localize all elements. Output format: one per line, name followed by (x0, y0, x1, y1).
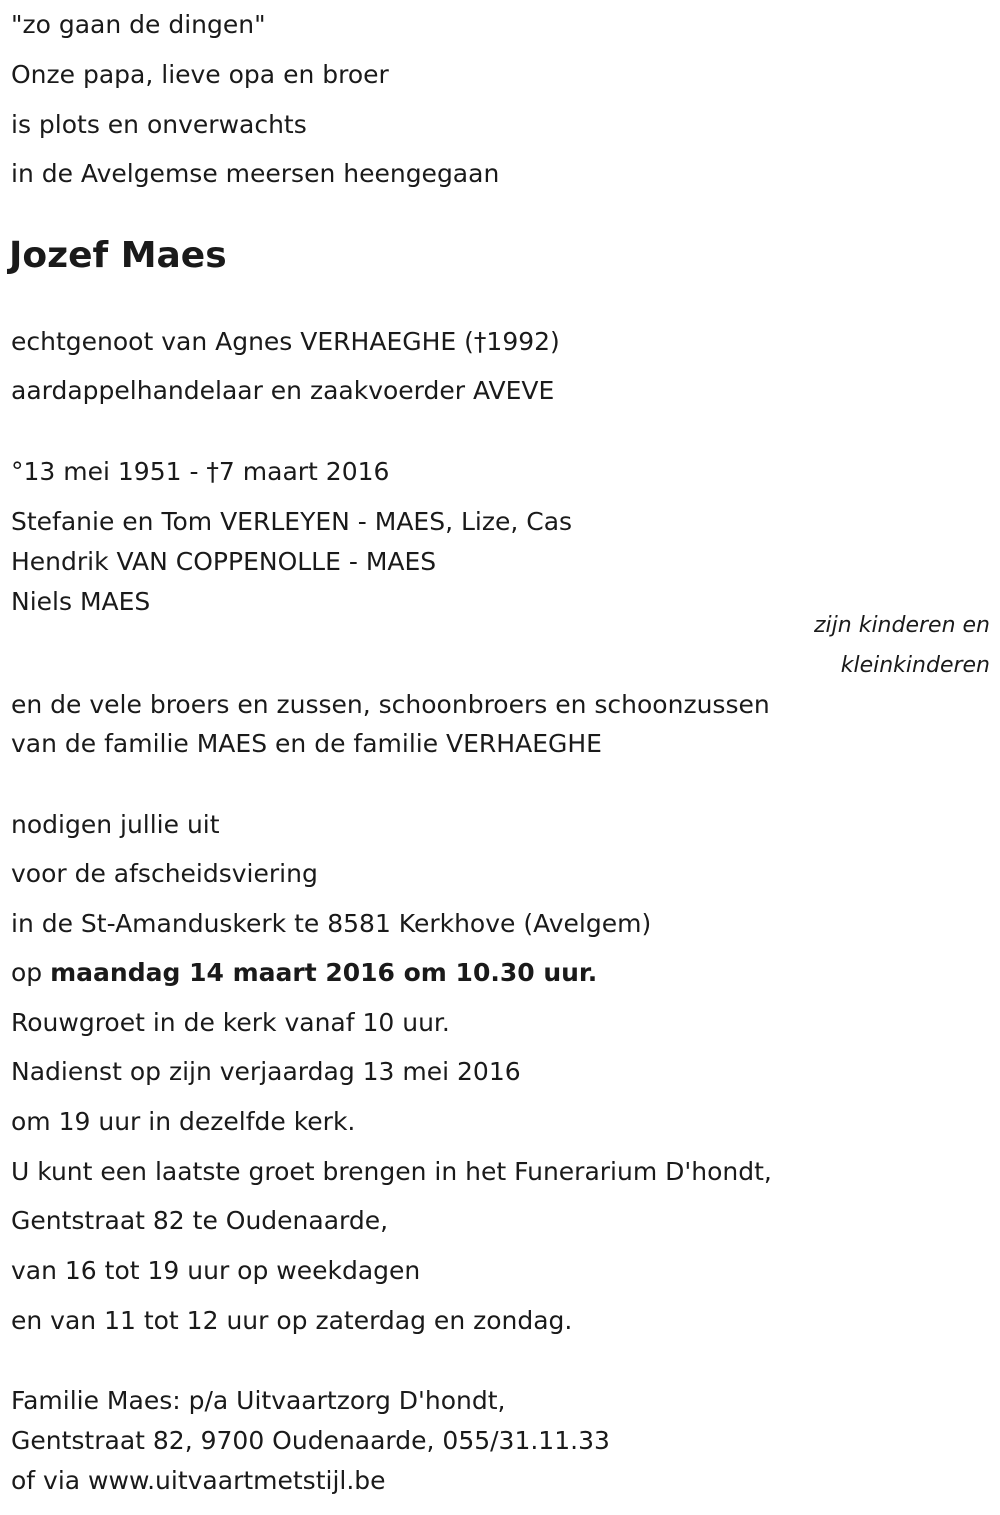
life-dates: °13 mei 1951 - †7 maart 2016 (11, 457, 390, 486)
intro-quote: "zo gaan de dingen" (11, 10, 266, 39)
ceremony-date-prefix: op (11, 958, 51, 987)
children-note: kleinkinderen (840, 653, 990, 678)
intro-line: Onze papa, lieve opa en broer (11, 60, 389, 89)
ceremony-line: nodigen jullie uit (11, 810, 220, 839)
ceremony-line: in de St-Amanduskerk te 8581 Kerkhove (Avelgem) (11, 909, 652, 938)
contact-line: Gentstraat 82, 9700 Oudenaarde, 055/31.11.33 (11, 1426, 610, 1455)
detail-line: U kunt een laatste groet brengen in het Funerarium D'hondt, (11, 1157, 772, 1186)
detail-line: en van 11 tot 12 uur op zaterdag en zondag. (11, 1306, 573, 1335)
detail-line: Gentstraat 82 te Oudenaarde, (11, 1206, 389, 1235)
ceremony-date: maandag 14 maart 2016 om 10.30 uur. (50, 958, 598, 987)
profession-line: aardappelhandelaar en zaakvoerder AVEVE (11, 376, 555, 405)
deceased-name: Jozef Maes (9, 235, 227, 276)
detail-line: van 16 tot 19 uur op weekdagen (11, 1256, 421, 1285)
detail-line: Rouwgroet in de kerk vanaf 10 uur. (11, 1008, 450, 1037)
detail-line: Nadienst op zijn verjaardag 13 mei 2016 (11, 1057, 521, 1086)
contact-website: of via www.uitvaartmetstijl.be (11, 1466, 386, 1495)
children-line: Stefanie en Tom VERLEYEN - MAES, Lize, Cas (11, 507, 573, 536)
intro-line: in de Avelgemse meersen heengegaan (11, 159, 500, 188)
ceremony-date-line (11, 958, 597, 988)
children-line: Hendrik VAN COPPENOLLE - MAES (11, 547, 437, 576)
ceremony-line: voor de afscheidsviering (11, 859, 318, 888)
detail-line: om 19 uur in dezelfde kerk. (11, 1107, 356, 1136)
spouse-line: echtgenoot van Agnes VERHAEGHE (†1992) (11, 327, 560, 356)
children-note: zijn kinderen en (814, 613, 990, 638)
family-line: en de vele broers en zussen, schoonbroers en schoonzussen (11, 690, 770, 719)
contact-line: Familie Maes: p/a Uitvaartzorg D'hondt, (11, 1386, 506, 1415)
family-line: van de familie MAES en de familie VERHAEGHE (11, 729, 602, 758)
intro-line: is plots en onverwachts (11, 110, 307, 139)
children-line: Niels MAES (11, 587, 151, 616)
